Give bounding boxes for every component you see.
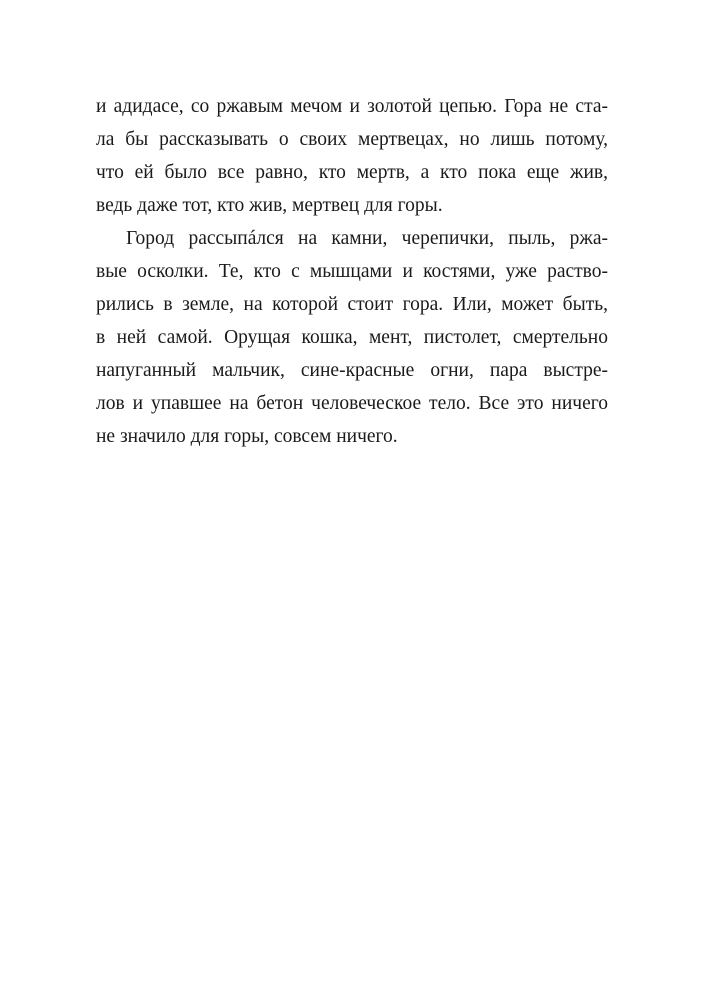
body-text <box>96 90 608 453</box>
paragraph-2 <box>96 222 608 453</box>
text-line: лов и упавшее на бетон человеческое тело. Все это ничего <box>96 393 608 414</box>
text-line: вые осколки. Те, кто с мышцами и костями, уже раство- <box>96 261 608 282</box>
text-line: что ей было все равно, кто мертв, а кто пока еще жив, <box>96 162 608 183</box>
text-line: в ней самой. Орущая кошка, мент, пистолет, смертельно <box>96 327 608 348</box>
text-line: ведь даже тот, кто жив, мертвец для горы. <box>96 195 443 216</box>
text-line: ла бы рассказывать о своих мертвецах, но лишь потому, <box>96 129 608 150</box>
text-line: и адидасе, со ржавым мечом и золотой цепью. Гора не ста- <box>96 96 608 117</box>
text-line: напуганный мальчик, сине-красные огни, пара выстре- <box>96 360 608 381</box>
text-line: Город рассыпáлся на камни, черепички, пыль, ржа- <box>126 228 608 249</box>
text-line: не значило для горы, совсем ничего. <box>96 426 398 447</box>
paragraph-1 <box>96 90 608 222</box>
text-line: рились в земле, на которой стоит гора. Или, может быть, <box>96 294 608 315</box>
